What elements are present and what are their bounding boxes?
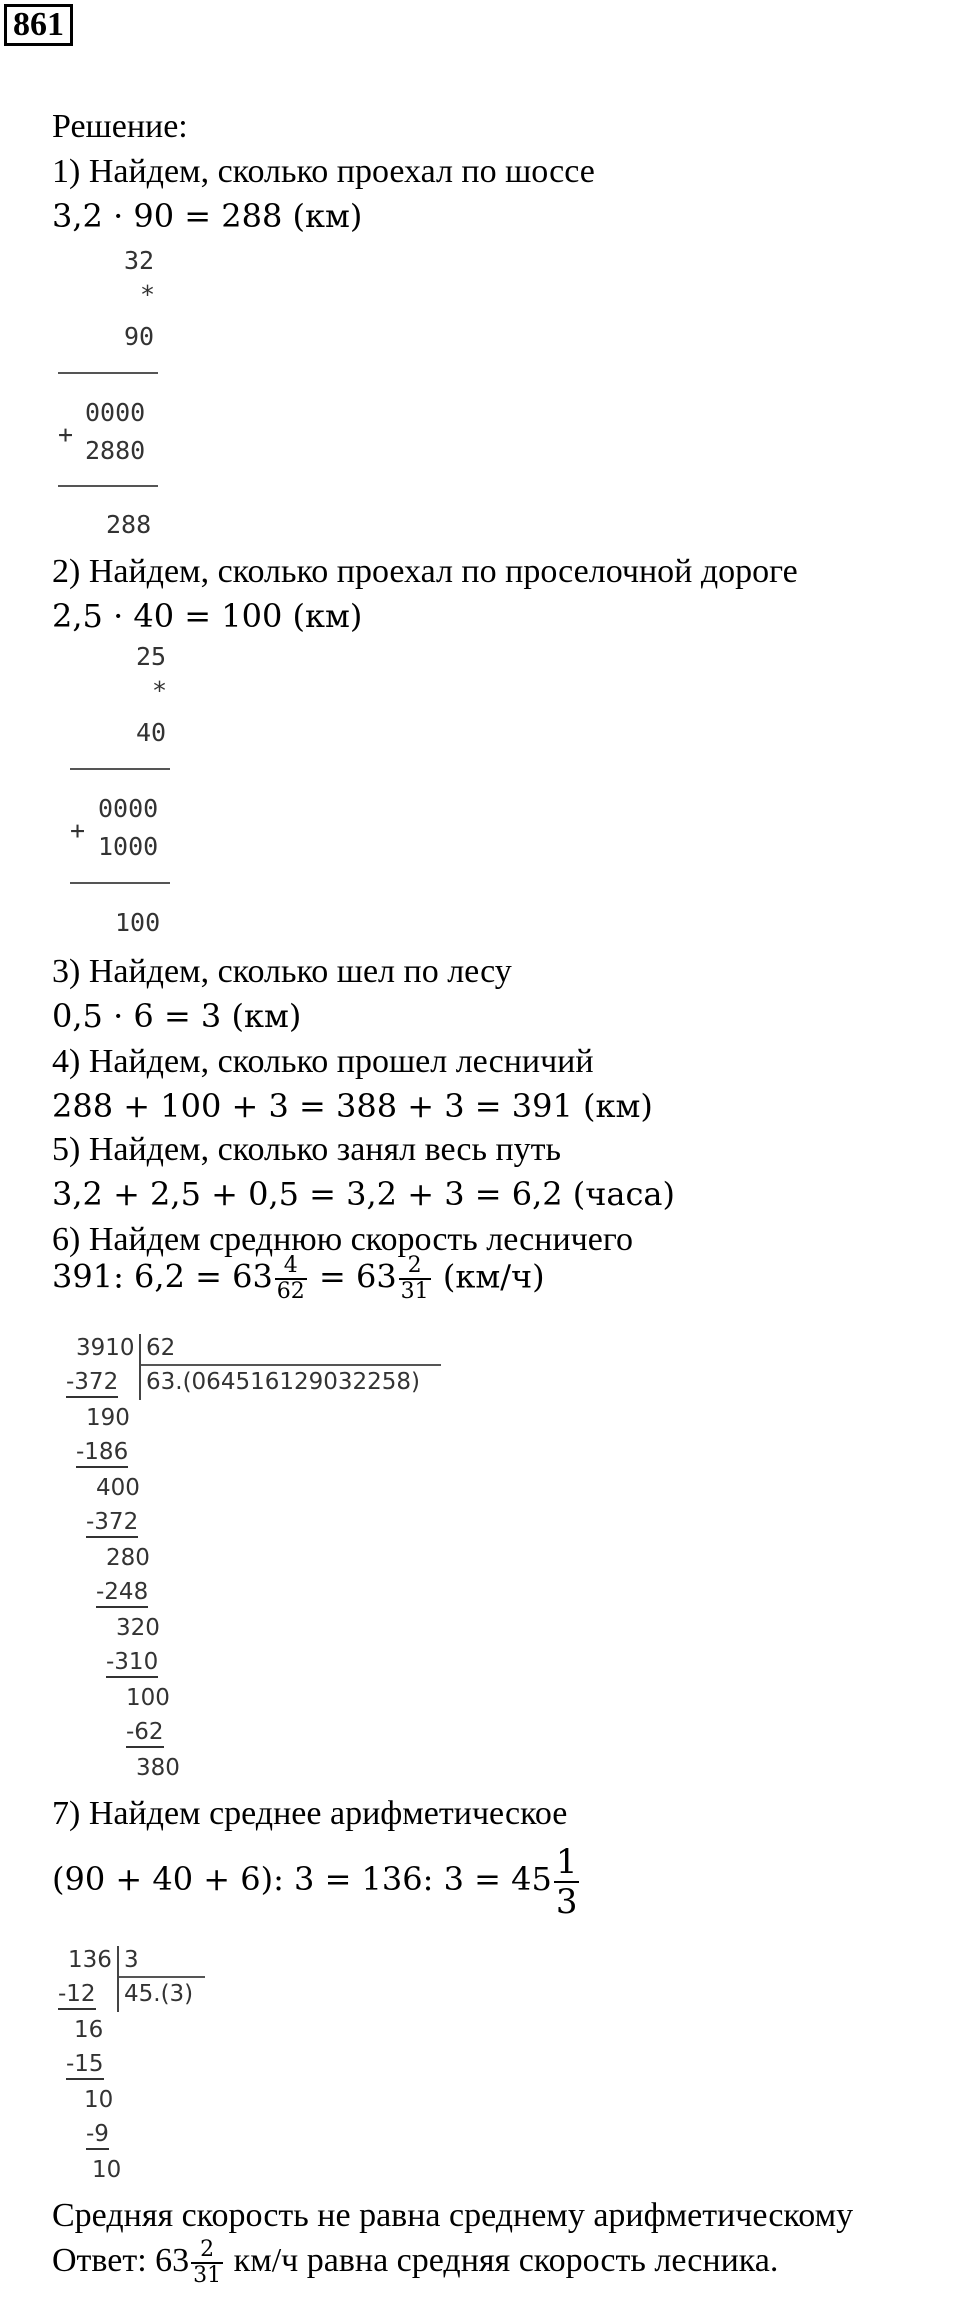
step6-frac1-den: 62 — [276, 1279, 305, 1304]
div1-row: -248 — [96, 1578, 148, 1608]
step1-equation: 3,2 · 90 = 288 (км) — [52, 197, 363, 235]
step6-equation — [52, 1254, 545, 1304]
step1-partial-2: 2880 — [85, 436, 146, 465]
div2-vertical-rule — [117, 1946, 119, 2012]
div1-vertical-rule — [139, 1334, 141, 1400]
step1-operand-a: 32 — [124, 246, 155, 275]
step6-eq-left: 391: 6,2 = 63 — [52, 1257, 273, 1296]
step6-fraction-1 — [275, 1254, 307, 1304]
div2-row: 16 — [74, 2017, 104, 2043]
step2-operator: * — [152, 676, 168, 705]
step1-result: 288 — [106, 510, 152, 539]
step5-equation: 3,2 + 2,5 + 0,5 = 3,2 + 3 = 6,2 (часа) — [52, 1175, 675, 1213]
step6-fraction-2 — [399, 1254, 431, 1304]
div1-row: -310 — [106, 1648, 158, 1678]
step2-rule-bottom — [70, 882, 170, 884]
div1-row: 380 — [136, 1755, 180, 1781]
div2-row: -12 — [58, 1980, 96, 2010]
div2-dividend: 136 — [68, 1947, 112, 1973]
div2-divisor: 3 — [124, 1947, 139, 1973]
step2-plus-sign: + — [70, 816, 86, 845]
div2-quotient-rule — [119, 1976, 205, 1978]
div1-dividend: 3910 — [76, 1335, 135, 1361]
step2-operand-a: 25 — [136, 642, 167, 671]
step1-partial-1: 0000 — [85, 398, 146, 427]
step1-operator: * — [140, 280, 156, 309]
step7-eq-left: (90 + 40 + 6): 3 = 136: 3 = 45 — [52, 1860, 552, 1898]
step1-title: 1) Найдем, сколько проехал по шоссе — [52, 153, 595, 190]
div1-divisor: 62 — [146, 1335, 176, 1361]
step1-plus-sign: + — [58, 420, 74, 449]
answer-prefix: Ответ: 63 — [52, 2241, 190, 2279]
step4-title: 4) Найдем, сколько прошел лесничий — [52, 1043, 594, 1080]
div1-row: 190 — [86, 1405, 130, 1431]
answer-suffix: км/ч равна средняя скорость лесника. — [233, 2241, 779, 2279]
step7-fraction — [554, 1843, 580, 1921]
div1-row: 280 — [106, 1545, 150, 1571]
div1-row: 100 — [126, 1685, 170, 1711]
step6-eq-unit: (км/ч) — [442, 1257, 545, 1296]
step3-title: 3) Найдем, сколько шел по лесу — [52, 953, 512, 990]
div2-row: -15 — [66, 2050, 104, 2080]
solution-label: Решение: — [52, 108, 188, 145]
div1-quotient-rule — [141, 1364, 441, 1366]
step7-title: 7) Найдем среднее арифметическое — [52, 1795, 568, 1832]
step4-equation: 288 + 100 + 3 = 388 + 3 = 391 (км) — [52, 1087, 653, 1125]
step2-partial-1: 0000 — [98, 794, 159, 823]
step7-equation — [52, 1836, 581, 1922]
step7-frac-num: 1 — [555, 1841, 578, 1882]
step6-eq-mid: = 63 — [318, 1257, 397, 1296]
step6-title: 6) Найдем среднюю скорость лесничего — [52, 1221, 633, 1258]
div2-row: 10 — [84, 2087, 114, 2113]
div1-row: 400 — [96, 1475, 140, 1501]
step2-equation: 2,5 · 40 = 100 (км) — [52, 597, 363, 635]
step1-operand-b: 90 — [124, 322, 155, 351]
task-number: 861 — [4, 4, 73, 46]
div2-row: -9 — [86, 2120, 109, 2150]
div1-quotient: 63.(064516129032258) — [146, 1369, 421, 1395]
div1-row: -186 — [76, 1438, 128, 1468]
step2-partial-2: 1000 — [98, 832, 159, 861]
step2-result: 100 — [115, 908, 161, 937]
step1-rule-top — [58, 372, 158, 374]
step7-frac-den: 3 — [555, 1881, 578, 1922]
div1-row: 320 — [116, 1615, 160, 1641]
step6-frac2-num: 2 — [407, 1253, 422, 1278]
answer-frac-den: 31 — [193, 2263, 222, 2288]
answer-fraction — [191, 2238, 223, 2288]
step2-operand-b: 40 — [136, 718, 167, 747]
conclusion: Средняя скорость не равна среднему арифметическому — [52, 2197, 854, 2234]
step5-title: 5) Найдем, сколько занял весь путь — [52, 1131, 562, 1168]
div1-row: -62 — [126, 1718, 164, 1748]
div2-row: 10 — [92, 2157, 122, 2183]
step2-title: 2) Найдем, сколько проехал по проселочной дороге — [52, 553, 798, 590]
step2-rule-top — [70, 768, 170, 770]
step3-equation: 0,5 · 6 = 3 (км) — [52, 997, 302, 1035]
div1-row: -372 — [86, 1508, 138, 1538]
answer-frac-num: 2 — [200, 2237, 215, 2262]
step1-rule-bottom — [58, 485, 158, 487]
div1-row: -372 — [66, 1368, 118, 1398]
answer — [52, 2238, 778, 2288]
step6-frac1-num: 4 — [283, 1253, 298, 1278]
div2-quotient: 45.(3) — [124, 1981, 194, 2007]
step6-frac2-den: 31 — [400, 1279, 429, 1304]
